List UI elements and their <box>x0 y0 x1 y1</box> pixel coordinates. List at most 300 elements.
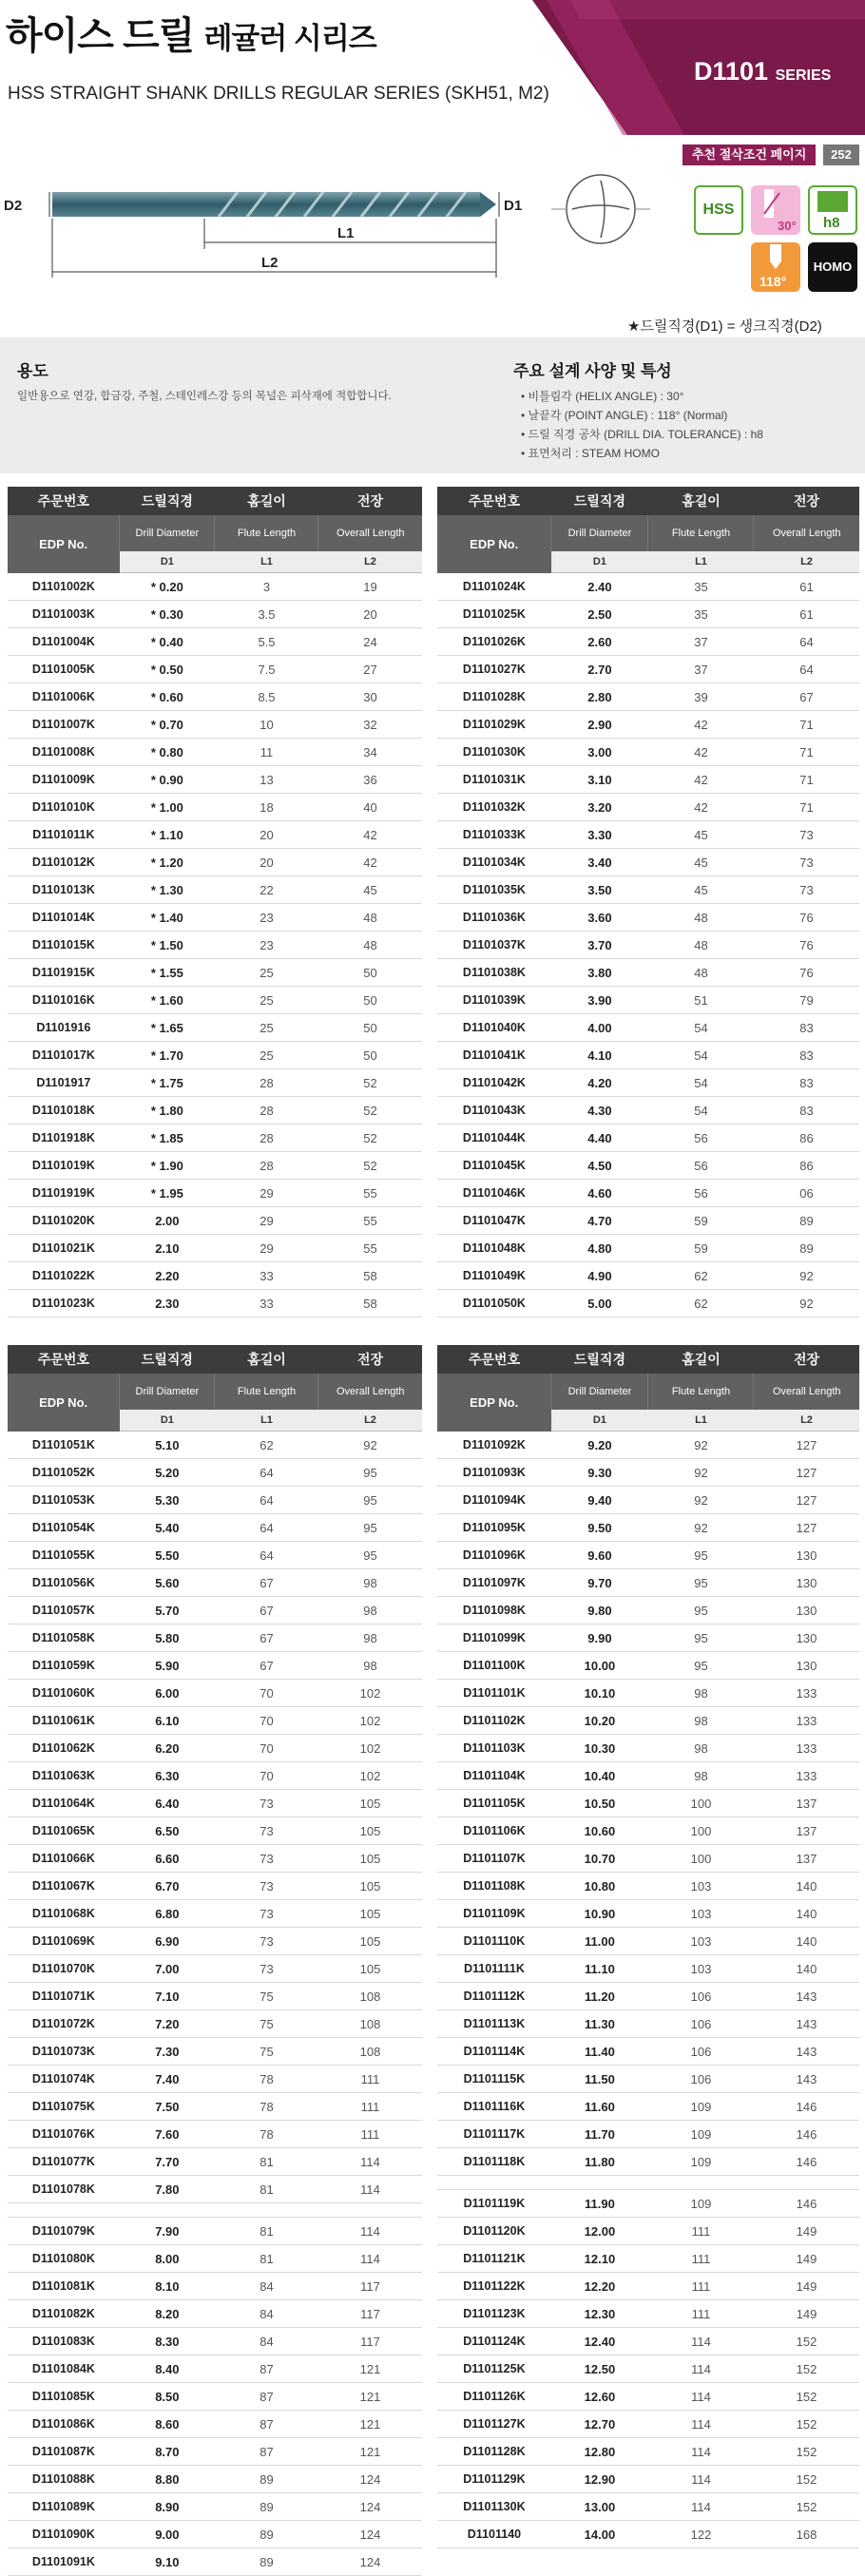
edp-cell: D1101114K <box>437 2038 551 2066</box>
flute-length-cell: 111 <box>648 2273 754 2300</box>
overall-length-cell: 108 <box>318 2038 422 2066</box>
l2-symbol: L2 <box>754 1410 859 1432</box>
flute-length-cell: 75 <box>215 2010 318 2038</box>
flute-length-cell: 11 <box>215 739 318 766</box>
edp-cell: D1101093K <box>437 1459 551 1487</box>
overall-length-cell: 130 <box>754 1652 859 1680</box>
flute-length-cell: 67 <box>215 1597 318 1624</box>
overall-length-cell: 98 <box>318 1569 422 1597</box>
header-row-ko <box>8 1345 422 1374</box>
flute-length-cell: 29 <box>215 1207 318 1235</box>
edp-cell: D1101030K <box>437 739 551 766</box>
drill-diameter-cell: 9.80 <box>551 1597 648 1624</box>
flute-length-cell: 106 <box>648 2038 754 2066</box>
overall-length-cell: 121 <box>318 2355 422 2383</box>
edp-cell: D1101002K <box>8 573 120 601</box>
flute-length-cell: 89 <box>215 2493 318 2521</box>
edp-cell: D1101029K <box>437 711 551 739</box>
drill-diameter-header-en: Drill Diameter <box>120 1374 215 1410</box>
flute-length-cell: 67 <box>215 1624 318 1652</box>
overall-length-cell: 50 <box>318 959 422 987</box>
table-row <box>8 1707 422 1735</box>
overall-length-cell: 146 <box>754 2148 859 2176</box>
drill-diameter-cell: 4.50 <box>551 1152 648 1180</box>
overall-length-cell: 89 <box>754 1235 859 1262</box>
flute-length-cell: 111 <box>648 2218 754 2245</box>
edp-cell: D1101919K <box>8 1180 120 1207</box>
drill-diameter-cell: 2.90 <box>551 711 648 739</box>
drill-diameter-cell: 10.00 <box>551 1652 648 1680</box>
label-d2: D2 <box>4 198 23 214</box>
edp-cell: D1101072K <box>8 2010 120 2038</box>
drill-diameter-cell: 8.90 <box>120 2493 215 2521</box>
flute-length-cell: 73 <box>215 1817 318 1845</box>
drill-diameter-cell: * 1.00 <box>120 794 215 821</box>
edp-cell: D1101013K <box>8 876 120 904</box>
flute-length-cell: 73 <box>215 1900 318 1928</box>
edp-cell: D1101089K <box>8 2493 120 2521</box>
spec-table-2 <box>437 487 859 1317</box>
table-gap <box>437 2176 859 2190</box>
table-row <box>437 1542 859 1569</box>
table-row <box>437 2300 859 2328</box>
edp-cell: D1101027K <box>437 656 551 683</box>
drill-diameter-cell: 8.60 <box>120 2411 215 2438</box>
flute-length-cell: 106 <box>648 2066 754 2093</box>
edp-cell: D1101045K <box>437 1152 551 1180</box>
flute-length-cell: 54 <box>648 1097 754 1125</box>
drill-diameter-cell: 10.50 <box>551 1790 648 1817</box>
drill-diameter-cell: 8.30 <box>120 2328 215 2355</box>
overall-length-cell: 137 <box>754 1845 859 1873</box>
drill-diameter-cell: 5.70 <box>120 1597 215 1624</box>
flute-length-cell: 103 <box>648 1873 754 1900</box>
flute-length-cell: 98 <box>648 1707 754 1735</box>
edp-cell: D1101099K <box>437 1624 551 1652</box>
edp-cell: D1101061K <box>8 1707 120 1735</box>
flute-length-cell: 25 <box>215 1014 318 1042</box>
homo-icon-label: HOMO <box>813 260 853 274</box>
overall-length-cell: 27 <box>318 656 422 683</box>
flute-length-cell: 81 <box>215 2176 318 2203</box>
flute-length-cell: 78 <box>215 2066 318 2093</box>
helix-angle-icon <box>751 185 800 235</box>
edp-cell: D1101086K <box>8 2411 120 2438</box>
flute-length-cell: 92 <box>648 1487 754 1514</box>
overall-length-cell: 102 <box>318 1707 422 1735</box>
flute-length-cell: 75 <box>215 2038 318 2066</box>
edp-cell: D1101916 <box>8 1014 120 1042</box>
label-d1: D1 <box>504 198 523 214</box>
edp-header: EDP No. <box>437 1374 551 1432</box>
drill-diameter-cell: 7.60 <box>120 2121 215 2148</box>
edp-cell: D1101020K <box>8 1207 120 1235</box>
header-row-ko <box>437 487 859 515</box>
edp-cell: D1101123K <box>437 2300 551 2328</box>
drill-diameter-cell: 4.20 <box>551 1069 648 1097</box>
table-row <box>8 1762 422 1790</box>
drill-diameter-cell: 12.20 <box>551 2273 648 2300</box>
flute-length-cell: 3.5 <box>215 601 318 628</box>
drill-diagram <box>0 171 656 295</box>
drill-diameter-cell: 3.20 <box>551 794 648 821</box>
table-row <box>8 656 422 683</box>
flute-length-cell: 103 <box>648 1955 754 1983</box>
flute-length-cell: 109 <box>648 2121 754 2148</box>
table-row <box>437 1817 859 1845</box>
edp-cell: D1101124K <box>437 2328 551 2355</box>
flute-length-cell: 106 <box>648 1983 754 2010</box>
table-row <box>437 2093 859 2121</box>
drill-diameter-cell: 9.90 <box>551 1624 648 1652</box>
overall-length-cell: 143 <box>754 2038 859 2066</box>
overall-length-cell: 137 <box>754 1790 859 1817</box>
table-row <box>8 1459 422 1487</box>
edp-cell: D1101140 <box>437 2521 551 2548</box>
edp-cell: D1101096K <box>437 1542 551 1569</box>
flute-length-cell: 111 <box>648 2300 754 2328</box>
hss-icon <box>694 185 743 235</box>
flute-length-cell: 114 <box>648 2493 754 2521</box>
table-row <box>8 1790 422 1817</box>
table-row <box>8 959 422 987</box>
overall-length-cell: 24 <box>318 628 422 656</box>
overall-length-cell: 146 <box>754 2093 859 2121</box>
table-row <box>437 1680 859 1707</box>
edp-cell: D1101094K <box>437 1487 551 1514</box>
drill-diameter-cell: 14.00 <box>551 2521 648 2548</box>
table-row <box>437 766 859 794</box>
flute-length-cell: 100 <box>648 1817 754 1845</box>
table-row <box>437 904 859 932</box>
flute-length-cell: 103 <box>648 1928 754 1955</box>
edp-cell: D1101115K <box>437 2066 551 2093</box>
flute-length-cell: 29 <box>215 1180 318 1207</box>
table-row <box>8 1900 422 1928</box>
flute-length-cell: 78 <box>215 2093 318 2121</box>
table-row <box>8 1845 422 1873</box>
drill-diameter-cell: 5.10 <box>120 1432 215 1459</box>
table-row <box>8 601 422 628</box>
edp-cell: D1101130K <box>437 2493 551 2521</box>
table-row <box>437 2273 859 2300</box>
overall-length-cell: 152 <box>754 2355 859 2383</box>
table-row <box>437 987 859 1014</box>
overall-length-cell: 95 <box>318 1542 422 1569</box>
overall-length-header-en: Overall Length <box>754 515 859 551</box>
edp-header: EDP No. <box>8 515 120 573</box>
overall-length-cell: 143 <box>754 1983 859 2010</box>
flute-length-cell: 18 <box>215 794 318 821</box>
flute-length-cell: 114 <box>648 2328 754 2355</box>
flute-length-cell: 95 <box>648 1597 754 1624</box>
drill-diameter-cell: 3.60 <box>551 904 648 932</box>
edp-cell: D1101019K <box>8 1152 120 1180</box>
table-row <box>8 1262 422 1290</box>
features-heading: 주요 설계 사양 및 특성 <box>513 362 672 380</box>
drill-diameter-cell: 2.50 <box>551 601 648 628</box>
overall-length-cell: 130 <box>754 1542 859 1569</box>
table-row <box>8 2548 422 2576</box>
overall-length-cell: 86 <box>754 1152 859 1180</box>
flute-length-cell: 3 <box>215 573 318 601</box>
edp-cell: D1101043K <box>437 1097 551 1125</box>
homo-icon <box>808 242 857 292</box>
helix-angle-label: 30° <box>778 219 797 233</box>
table-row <box>8 2411 422 2438</box>
edp-cell: D1101062K <box>8 1735 120 1762</box>
overall-length-cell: 95 <box>318 1459 422 1487</box>
table-row <box>8 1542 422 1569</box>
flute-length-cell: 37 <box>648 628 754 656</box>
table-row <box>437 2066 859 2093</box>
drill-diameter-cell: * 1.10 <box>120 821 215 849</box>
table-row <box>8 849 422 876</box>
drill-diameter-cell: 11.40 <box>551 2038 648 2066</box>
table-row <box>8 2066 422 2093</box>
flute-length-cell: 54 <box>648 1014 754 1042</box>
overall-length-cell: 55 <box>318 1235 422 1262</box>
overall-length-cell: 149 <box>754 2218 859 2245</box>
drill-diameter-cell: 12.00 <box>551 2218 648 2245</box>
overall-length-cell: 102 <box>318 1762 422 1790</box>
table-row <box>8 2521 422 2548</box>
l2-symbol: L2 <box>318 1410 422 1432</box>
table-row <box>8 1235 422 1262</box>
edp-cell: D1101110K <box>437 1928 551 1955</box>
overall-length-cell: 92 <box>318 1432 422 1459</box>
overall-length-cell: 111 <box>318 2066 422 2093</box>
edp-cell: D1101022K <box>8 1262 120 1290</box>
drill-diameter-cell: 7.80 <box>120 2176 215 2203</box>
drill-diameter-cell: 11.80 <box>551 2148 648 2176</box>
tolerance-icon <box>808 185 857 235</box>
drill-diameter-cell: 5.90 <box>120 1652 215 1680</box>
table-row <box>437 2521 859 2548</box>
flute-length-cell: 89 <box>215 2466 318 2493</box>
overall-length-cell: 111 <box>318 2093 422 2121</box>
flute-length-cell: 25 <box>215 987 318 1014</box>
d1-symbol: D1 <box>551 551 648 573</box>
drill-diameter-cell: 9.20 <box>551 1432 648 1459</box>
overall-length-cell: 92 <box>754 1290 859 1317</box>
overall-length-cell: 127 <box>754 1487 859 1514</box>
overall-length-cell: 64 <box>754 656 859 683</box>
table-row <box>8 1069 422 1097</box>
flute-length-cell: 95 <box>648 1569 754 1597</box>
flute-len-header: 홈길이 <box>648 487 754 515</box>
drill-dia-header: 드릴직경 <box>551 1345 648 1374</box>
edp-cell: D1101106K <box>437 1817 551 1845</box>
flute-length-cell: 100 <box>648 1845 754 1873</box>
table-row <box>8 1514 422 1542</box>
label-l2: L2 <box>261 255 279 271</box>
order-no-header: 주문번호 <box>437 1345 551 1374</box>
drill-diameter-cell: 11.20 <box>551 1983 648 2010</box>
drill-diameter-cell: 2.00 <box>120 1207 215 1235</box>
overall-length-cell: 42 <box>318 849 422 876</box>
page-title <box>6 6 376 60</box>
drill-diameter-cell: 3.00 <box>551 739 648 766</box>
edp-cell: D1101100K <box>437 1652 551 1680</box>
table-row <box>437 1097 859 1125</box>
edp-cell: D1101042K <box>437 1069 551 1097</box>
flute-length-cell: 45 <box>648 849 754 876</box>
flute-length-cell: 5.5 <box>215 628 318 656</box>
flute-length-cell: 109 <box>648 2190 754 2218</box>
edp-cell: D1101067K <box>8 1873 120 1900</box>
drill-diameter-cell: 12.40 <box>551 2328 648 2355</box>
table-row <box>437 1735 859 1762</box>
table-row <box>8 821 422 849</box>
table-row <box>437 794 859 821</box>
overall-length-cell: 124 <box>318 2548 422 2576</box>
drill-diameter-cell: 8.70 <box>120 2438 215 2466</box>
edp-cell: D1101104K <box>437 1762 551 1790</box>
drill-diameter-cell: 11.50 <box>551 2066 648 2093</box>
edp-cell: D1101033K <box>437 821 551 849</box>
overall-length-cell: 146 <box>754 2121 859 2148</box>
flute-length-cell: 54 <box>648 1069 754 1097</box>
cutting-condition-link[interactable]: 추천 절삭조건 페이지 <box>682 144 816 165</box>
cutting-condition-page[interactable]: 252 <box>823 144 859 165</box>
table-row <box>437 2038 859 2066</box>
overall-length-cell: 143 <box>754 2010 859 2038</box>
drill-diameter-cell: 12.60 <box>551 2383 648 2411</box>
table-row <box>437 876 859 904</box>
edp-cell: D1101039K <box>437 987 551 1014</box>
drill-diameter-cell: 5.30 <box>120 1487 215 1514</box>
flute-length-cell: 122 <box>648 2521 754 2548</box>
table-row <box>437 1955 859 1983</box>
overall-length-cell: 130 <box>754 1569 859 1597</box>
flute-length-header-en: Flute Length <box>215 515 318 551</box>
edp-cell: D1101050K <box>437 1290 551 1317</box>
table-row <box>8 2245 422 2273</box>
edp-cell: D1101048K <box>437 1235 551 1262</box>
edp-cell: D1101055K <box>8 1542 120 1569</box>
drill-diameter-cell: 6.10 <box>120 1707 215 1735</box>
edp-cell: D1101070K <box>8 1955 120 1983</box>
table-row <box>8 1207 422 1235</box>
overall-length-cell: 95 <box>318 1514 422 1542</box>
overall-length-cell: 76 <box>754 959 859 987</box>
edp-cell: D1101003K <box>8 601 120 628</box>
drill-diameter-cell: 4.10 <box>551 1042 648 1069</box>
edp-cell: D1101046K <box>437 1180 551 1207</box>
title-sub: 레귤러 시리즈 <box>203 22 376 55</box>
flute-length-cell: 28 <box>215 1152 318 1180</box>
feature-item: • 표면처리 : STEAM HOMO <box>521 447 660 460</box>
overall-length-header-en: Overall Length <box>318 515 422 551</box>
edp-cell: D1101917 <box>8 1069 120 1097</box>
overall-length-cell: 117 <box>318 2300 422 2328</box>
overall-length-cell: 61 <box>754 601 859 628</box>
drill-diameter-cell: * 0.80 <box>120 739 215 766</box>
flute-length-cell: 64 <box>215 1542 318 1569</box>
overall-length-cell: 146 <box>754 2190 859 2218</box>
edp-cell: D1101012K <box>8 849 120 876</box>
flute-length-cell: 98 <box>648 1762 754 1790</box>
edp-header: EDP No. <box>437 515 551 573</box>
drill-diameter-cell: 2.60 <box>551 628 648 656</box>
table-row <box>8 1014 422 1042</box>
flute-length-cell: 70 <box>215 1762 318 1790</box>
edp-cell: D1101058K <box>8 1624 120 1652</box>
flute-length-cell: 48 <box>648 959 754 987</box>
edp-cell: D1101098K <box>437 1597 551 1624</box>
table-row <box>437 2493 859 2521</box>
table-row <box>437 628 859 656</box>
flute-length-cell: 48 <box>648 932 754 959</box>
edp-cell: D1101051K <box>8 1432 120 1459</box>
edp-cell: D1101117K <box>437 2121 551 2148</box>
flute-length-cell: 114 <box>648 2438 754 2466</box>
drill-diameter-cell: 7.20 <box>120 2010 215 2038</box>
overall-length-cell: 52 <box>318 1125 422 1152</box>
flute-length-cell: 20 <box>215 849 318 876</box>
edp-cell: D1101082K <box>8 2300 120 2328</box>
flute-length-cell: 64 <box>215 1487 318 1514</box>
series-word: SERIES <box>775 67 832 84</box>
edp-cell: D1101108K <box>437 1873 551 1900</box>
drill-diameter-cell: 10.70 <box>551 1845 648 1873</box>
flute-length-cell: 84 <box>215 2273 318 2300</box>
edp-cell: D1101088K <box>8 2466 120 2493</box>
table-row <box>8 766 422 794</box>
flute-length-cell: 42 <box>648 739 754 766</box>
table-row <box>8 2218 422 2245</box>
drill-diameter-cell: * 0.50 <box>120 656 215 683</box>
table-row <box>8 1735 422 1762</box>
flute-length-cell: 95 <box>648 1624 754 1652</box>
drill-diameter-cell: 7.50 <box>120 2093 215 2121</box>
drill-diameter-cell: 8.10 <box>120 2273 215 2300</box>
table-row <box>8 683 422 711</box>
overall-length-cell: 52 <box>318 1069 422 1097</box>
table-row <box>437 739 859 766</box>
edp-cell: D1101032K <box>437 794 551 821</box>
feature-item: • 비틀림각 (HELIX ANGLE) : 30° <box>521 390 684 403</box>
drill-diameter-cell: 9.10 <box>120 2548 215 2576</box>
edp-cell: D1101023K <box>8 1290 120 1317</box>
drill-diameter-cell: 12.90 <box>551 2466 648 2493</box>
overall-length-cell: 121 <box>318 2411 422 2438</box>
drill-diameter-cell: 8.80 <box>120 2466 215 2493</box>
drill-diameter-cell: * 1.95 <box>120 1180 215 1207</box>
overall-length-cell: 52 <box>318 1097 422 1125</box>
edp-cell: D1101069K <box>8 1928 120 1955</box>
flute-length-cell: 81 <box>215 2218 318 2245</box>
l1-symbol: L1 <box>648 551 754 573</box>
table-row <box>437 2466 859 2493</box>
edp-cell: D1101037K <box>437 932 551 959</box>
drill-diameter-cell: 6.30 <box>120 1762 215 1790</box>
order-no-header: 주문번호 <box>8 1345 120 1374</box>
edp-cell: D1101049K <box>437 1262 551 1290</box>
overall-length-cell: 71 <box>754 739 859 766</box>
table-row <box>437 849 859 876</box>
drill-diameter-cell: 4.70 <box>551 1207 648 1235</box>
flute-length-cell: 56 <box>648 1125 754 1152</box>
table-row <box>437 683 859 711</box>
drill-diameter-cell: 5.00 <box>551 1290 648 1317</box>
overall-length-cell: 130 <box>754 1597 859 1624</box>
drill-diameter-header-en: Drill Diameter <box>551 515 648 551</box>
drill-diameter-cell: 11.30 <box>551 2010 648 2038</box>
edp-cell: D1101040K <box>437 1014 551 1042</box>
drill-diameter-cell: 10.10 <box>551 1680 648 1707</box>
